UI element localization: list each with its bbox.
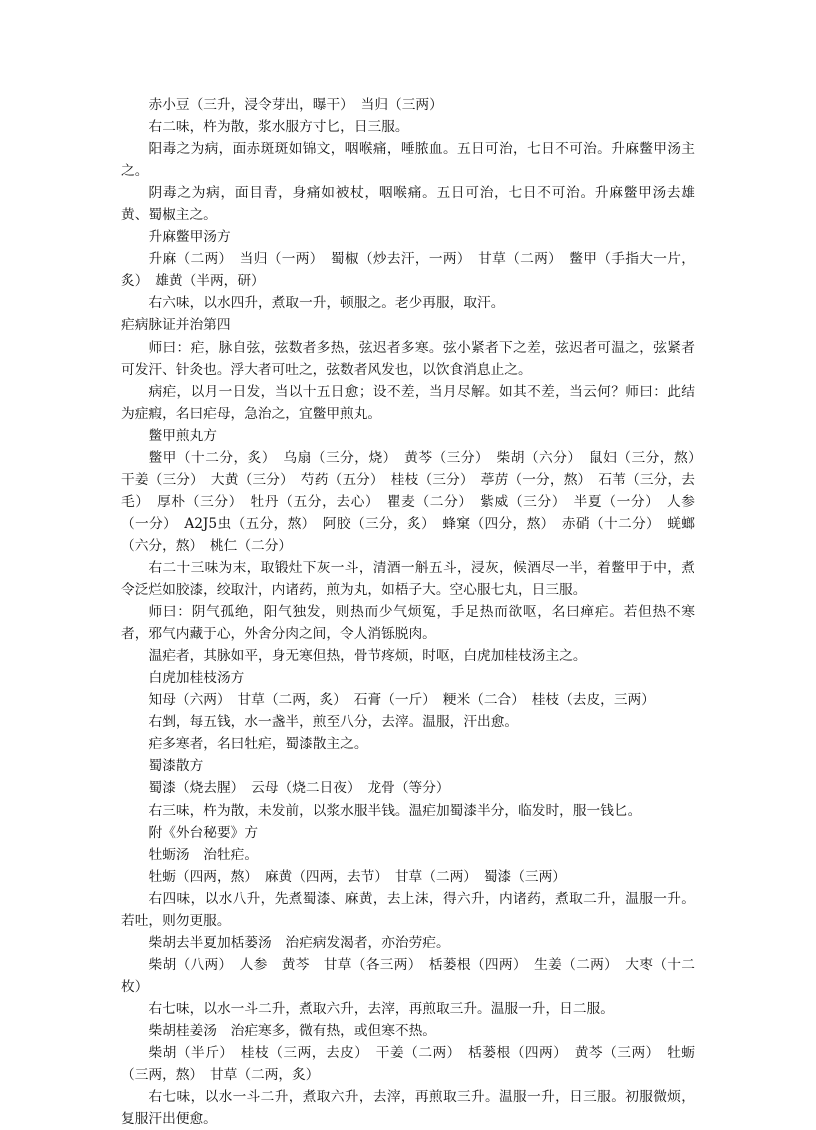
- paragraph: 师曰：疟，脉自弦，弦数者多热，弦迟者多寒。弦小紧者下之差，弦迟者可温之，弦紧者可发汗、针灸也。浮大者可吐之，弦数者风发也，以饮食消息止之。: [121, 339, 695, 378]
- formula-heading: 柴胡桂姜汤 治疟寒多，微有热，或但寒不热。: [148, 1022, 436, 1039]
- formula-heading: 白虎加桂枝汤方: [148, 670, 245, 687]
- formula-heading: 牡蛎汤 治牡疟。: [148, 846, 259, 863]
- formula-heading: 柴胡去半夏加栝蒌汤 治疟病发渴者，亦治劳疟。: [148, 934, 450, 951]
- paragraph: 右七味，以水一斗二升，煮取六升，去滓，再煎取三升。温服一升，日二服。: [148, 1000, 614, 1017]
- ingredient-list: 知母（六两） 甘草（二两，炙） 石膏（一斤） 粳米（二合） 桂枝（去皮，三两）: [148, 692, 655, 709]
- paragraph: 右二十三味为末，取锻灶下灰一斗，清酒一斛五斗，浸灰，候酒尽一半，着鳖甲于中，煮令泛烂如胶漆，绞取汁，内诸药，煎为丸，如梧子大。空心服七丸，日三服。: [121, 559, 695, 599]
- formula-heading: 鳖甲煎丸方: [148, 427, 217, 444]
- ingredient-list: 蜀漆（烧去腥） 云母（烧二日夜） 龙骨（等分）: [148, 780, 450, 797]
- paragraph: 疟多寒者，名曰牡疟，蜀漆散主之。: [148, 736, 368, 753]
- ingredient-list: 升麻（二两） 当归（一两） 蜀椒（炒去汗，一两） 甘草（二两） 鳖甲（手指大一片，炙） 雄黄（半两，研）: [121, 251, 695, 290]
- paragraph: 病疟，以月一日发，当以十五日愈；设不差，当月尽解。如其不差，当云何？师曰：此结为症瘕，名曰疟母，急治之，宜鳖甲煎丸。: [121, 383, 695, 422]
- formula-heading: 升麻鳖甲汤方: [148, 229, 231, 246]
- paragraph: 右七味，以水一斗二升，煮取六升，去滓，再煎取三升。温服一升，日三服。初服微烦，复服汗出便愈。: [121, 1089, 695, 1128]
- paragraph: 赤小豆（三升，浸令芽出，曝干） 当归（三两）: [148, 97, 443, 113]
- paragraph: 阴毒之为病，面目青，身痛如被杖，咽喉痛。五日可治，七日不可治。升麻鳖甲汤去雄黄、蜀椒主之。: [121, 185, 695, 224]
- ingredient-list: 鳖甲（十二分，炙） 乌扇（三分，烧） 黄芩（三分） 柴胡（六分） 鼠妇（三分，熬） 干姜（三分） 大黄（三分） 芍药（五分） 桂枝（三分） 葶苈（一分，熬） 石苇（三分，去毛） 厚朴（三分） 牡丹（五分，去心） 瞿麦（二分） 紫威（三分） 半夏（一分） 人参（一分） A2J5虫（五分，熬） 阿胶（三分，炙） 蜂窠（四分，熬） 赤硝（十二分） 蜣螂（六分，熬） 桃仁（二分）: [121, 449, 709, 554]
- ingredient-list: 柴胡（八两） 人参 黄芩 甘草（各三两） 栝蒌根（四两） 生姜（二两） 大枣（十二枚）: [121, 956, 695, 995]
- section-heading: 附《外台秘要》方: [148, 824, 259, 841]
- ingredient-list: 牡蛎（四两，熬） 麻黄（四两，去节） 甘草（二两） 蜀漆（三两）: [148, 868, 566, 885]
- paragraph: 师曰：阴气孤绝，阳气独发，则热而少气烦冤，手足热而欲呕，名曰瘅疟。若但热不寒者，邪气内藏于心，外舍分肉之间，令人消铄脱肉。: [121, 604, 695, 643]
- paragraph: 温疟者，其脉如平，身无寒但热，骨节疼烦，时呕，白虎加桂枝汤主之。: [148, 648, 587, 665]
- chapter-heading: 疟病脉证并治第四: [121, 317, 231, 334]
- paragraph: 右三味，杵为散，未发前，以浆水服半钱。温疟加蜀漆半分，临发时，服一钱匕。: [148, 802, 642, 819]
- paragraph: 右二味，杵为散，浆水服方寸匕，日三服。: [148, 119, 409, 136]
- paragraph: 阳毒之为病，面赤斑斑如锦文，咽喉痛，唾脓血。五日可治，七日不可治。升麻鳖甲汤主之。: [121, 141, 695, 180]
- paragraph: 右六味，以水四升，煮取一升，顿服之。老少再服，取汗。: [148, 295, 505, 312]
- ingredient-list: 柴胡（半斤） 桂枝（三两，去皮） 干姜（二两） 栝蒌根（四两） 黄芩（三两） 牡蛎（三两，熬） 甘草（二两，炙）: [121, 1045, 695, 1084]
- paragraph: 右剉，每五钱，水一盏半，煎至八分，去滓。温服，汗出愈。: [148, 714, 519, 731]
- paragraph: 右四味，以水八升，先煮蜀漆、麻黄，去上沫，得六升，内诸药，煮取二升，温服一升。若吐，则勿更服。: [121, 890, 695, 929]
- formula-heading: 蜀漆散方: [148, 758, 204, 775]
